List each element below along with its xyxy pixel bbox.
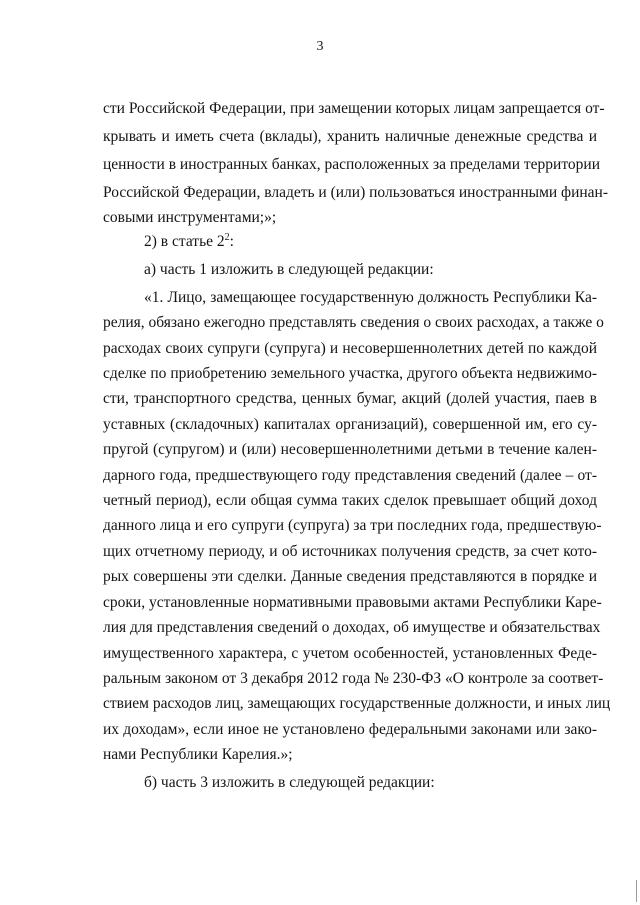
text-line: б) часть 3 изложить в следующей редакции: — [144, 774, 435, 791]
text-line: «1. Лицо, замещающее государственную должность Республики Ка- — [144, 289, 597, 306]
text-line: сти Российской Федерации, при замещении которых лицам запрещается от- — [103, 100, 605, 117]
list-item-heading — [144, 232, 234, 254]
text-line: сроки, установленные нормативными правовыми актами Республики Каре- — [103, 594, 602, 611]
text-line: их доходам», если иное не установлено федеральными законами или зако- — [103, 721, 597, 738]
text-line: имущественного характера, с учетом особенностей, установленных Феде- — [103, 645, 597, 662]
text-line: Российской Федерации, владеть и (или) пользоваться иностранными финан- — [103, 184, 609, 201]
text-line: релия, обязано ежегодно представлять сведения о своих расходах, а также о — [103, 314, 604, 331]
text-line: четный период), если общая сумма таких сделок превышает общий доход — [103, 492, 597, 509]
superscript: 2 — [224, 232, 230, 243]
text-line: данного лица и его супруги (супруга) за три последних года, предшествую- — [103, 517, 602, 534]
list-item-label: 2) в статье 2 — [144, 233, 225, 250]
text-line: рых совершены эти сделки. Данные сведения представляются в порядке и — [103, 568, 597, 585]
text-line: крывать и иметь счета (вклады), хранить наличные денежные средства и — [103, 128, 597, 145]
text-line: сти, транспортного средства, ценных бумаг, акций (долей участия, паев в — [103, 390, 597, 407]
list-item-suffix: : — [229, 233, 234, 250]
text-line: уставных (складочных) капиталах организаций), совершенной им, его су- — [103, 416, 597, 433]
page-number: 3 — [316, 39, 324, 54]
text-line: расходах своих супруги (супруга) и несовершеннолетних детей по каждой — [103, 340, 597, 357]
scan-edge-mark — [636, 880, 637, 902]
text-line: сделке по приобретению земельного участка, другого объекта недвижимо- — [103, 365, 597, 382]
text-line: ральным законом от 3 декабря 2012 года № 230-ФЗ «О контроле за соответ- — [103, 670, 604, 687]
text-line: пругой (супругом) и (или) несовершеннолетними детьми в течение кален- — [103, 441, 597, 458]
text-line: щих отчетному периоду, и об источниках получения средств, за счет кото- — [103, 543, 597, 560]
text-line: ценности в иностранных банках, расположенных за пределами территории — [103, 156, 601, 173]
text-line: нами Республики Карелия.»; — [103, 746, 293, 763]
text-line: ствием расходов лиц, замещающих государственные должности, и иных лиц — [103, 695, 611, 712]
text-line: лия для представления сведений о доходах, об имуществе и обязательствах — [103, 619, 601, 636]
text-line: дарного года, предшествующего году представления сведений (далее – от- — [103, 467, 597, 484]
text-line: совыми инструментами;»; — [103, 209, 277, 226]
text-line: а) часть 1 изложить в следующей редакции: — [144, 261, 434, 278]
